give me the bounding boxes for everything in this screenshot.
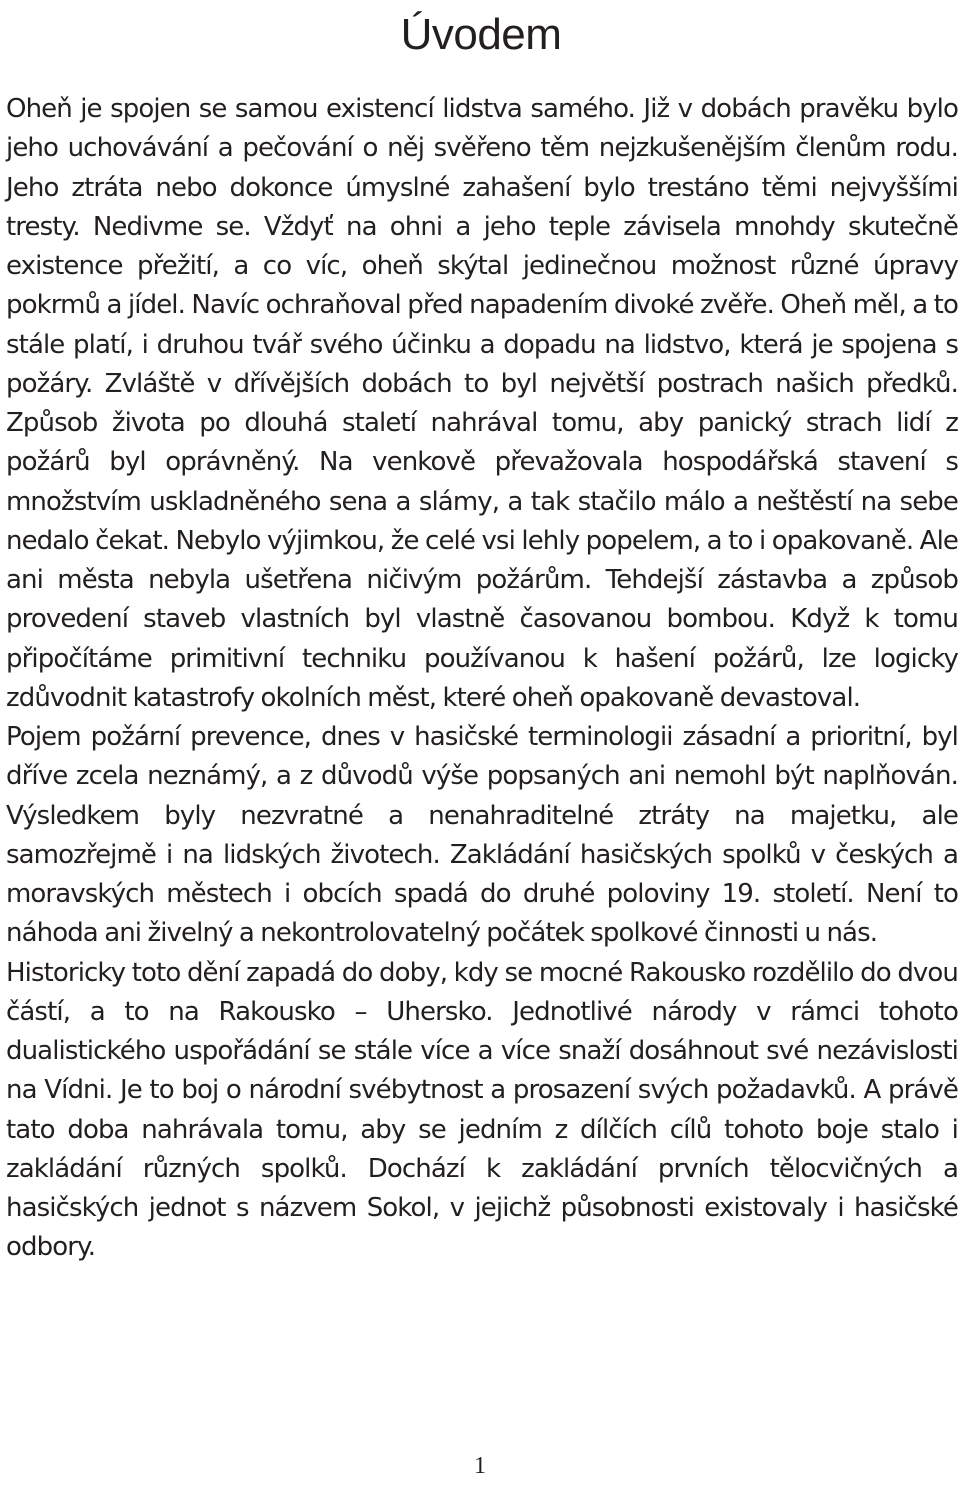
page-number: 1 (474, 1453, 486, 1479)
paragraph-3: Historicky toto dění zapadá do doby, kdy se mocné Rakousko rozdělilo do dvou částí, a to na Rakousko – Uhersko. Jednotlivé národy v rámci tohoto dualistického uspořádání se stále více a více snaží dosáhnout své nezávislosti na Vídni. Je to boj o národní svébytnost a prosazení svých požadavků. A právě tato doba nahrávala tomu, aby se jedním z dílčích cílů tohoto boje stalo i zakládání různých spolků. Dochází k zakládání prvních tělocvičných a hasičských jednot s názvem Sokol, v jejichž působnosti existovaly i hasičské odbory. (6, 957, 958, 1263)
document-page (6, 0, 956, 1486)
paragraph-2: Pojem požární prevence, dnes v hasičské terminologii zásadní a prioritní, byl dříve zcela neznámý, a z důvodů výše popsaných ani nemohl být naplňován. Výsledkem byly nezvratné a nenahraditelné ztráty na majetku, ale samozřejmě i na lidských životech. Zakládání hasičských spolků v českých a moravských městech i obcích spadá do druhé poloviny 19. století. Není to náhoda ani živelný a nekontrolovatelný počátek spolkové činnosti u nás. (6, 722, 958, 949)
body-text (6, 90, 958, 1268)
page-title: Úvodem (400, 10, 562, 59)
paragraph-1: Oheň je spojen se samou existencí lidstva samého. Již v dobách pravěku bylo jeho uchovávání a pečování o něj svěřeno těm nejzkušenějším členům rodu. Jeho ztráta nebo dokonce úmyslné zahašení bylo trestáno těmi nejvyššími tresty. Nedivme se. Vždyť na ohni a jeho teple závisela mnohdy skutečně existence přežití, a co víc, oheň skýtal jedinečnou možnost různé úpravy pokrmů a jídel. Navíc ochraňoval před napadením divoké zvěře. Oheň měl, a to stále platí, i druhou tvář svého účinku a dopadu na lidstvo, která je spojena s požáry. Zvláště v dřívějších dobách to byl největší postrach našich předků. Způsob života po dlouhá staletí nahrával tomu, aby panický strach lidí z požárů byl oprávněný. Na venkově převažovala hospodářská stavení s množstvím uskladněného sena a slámy, a tak stačilo málo a neštěstí na sebe nedalo čekat. Nebylo výjimkou, že celé vsi lehly popelem, a to i opakovaně. Ale ani města nebyla ušetřena ničivým požárům. Tehdejší zástavba a způsob provedení staveb vlastních byl vlastně časovanou bombou. Když k tomu připočítáme primitivní techniku používanou k hašení požárů, lze logicky zdůvodnit katastrofy okolních měst, které oheň opakovaně devastoval. (6, 94, 958, 713)
